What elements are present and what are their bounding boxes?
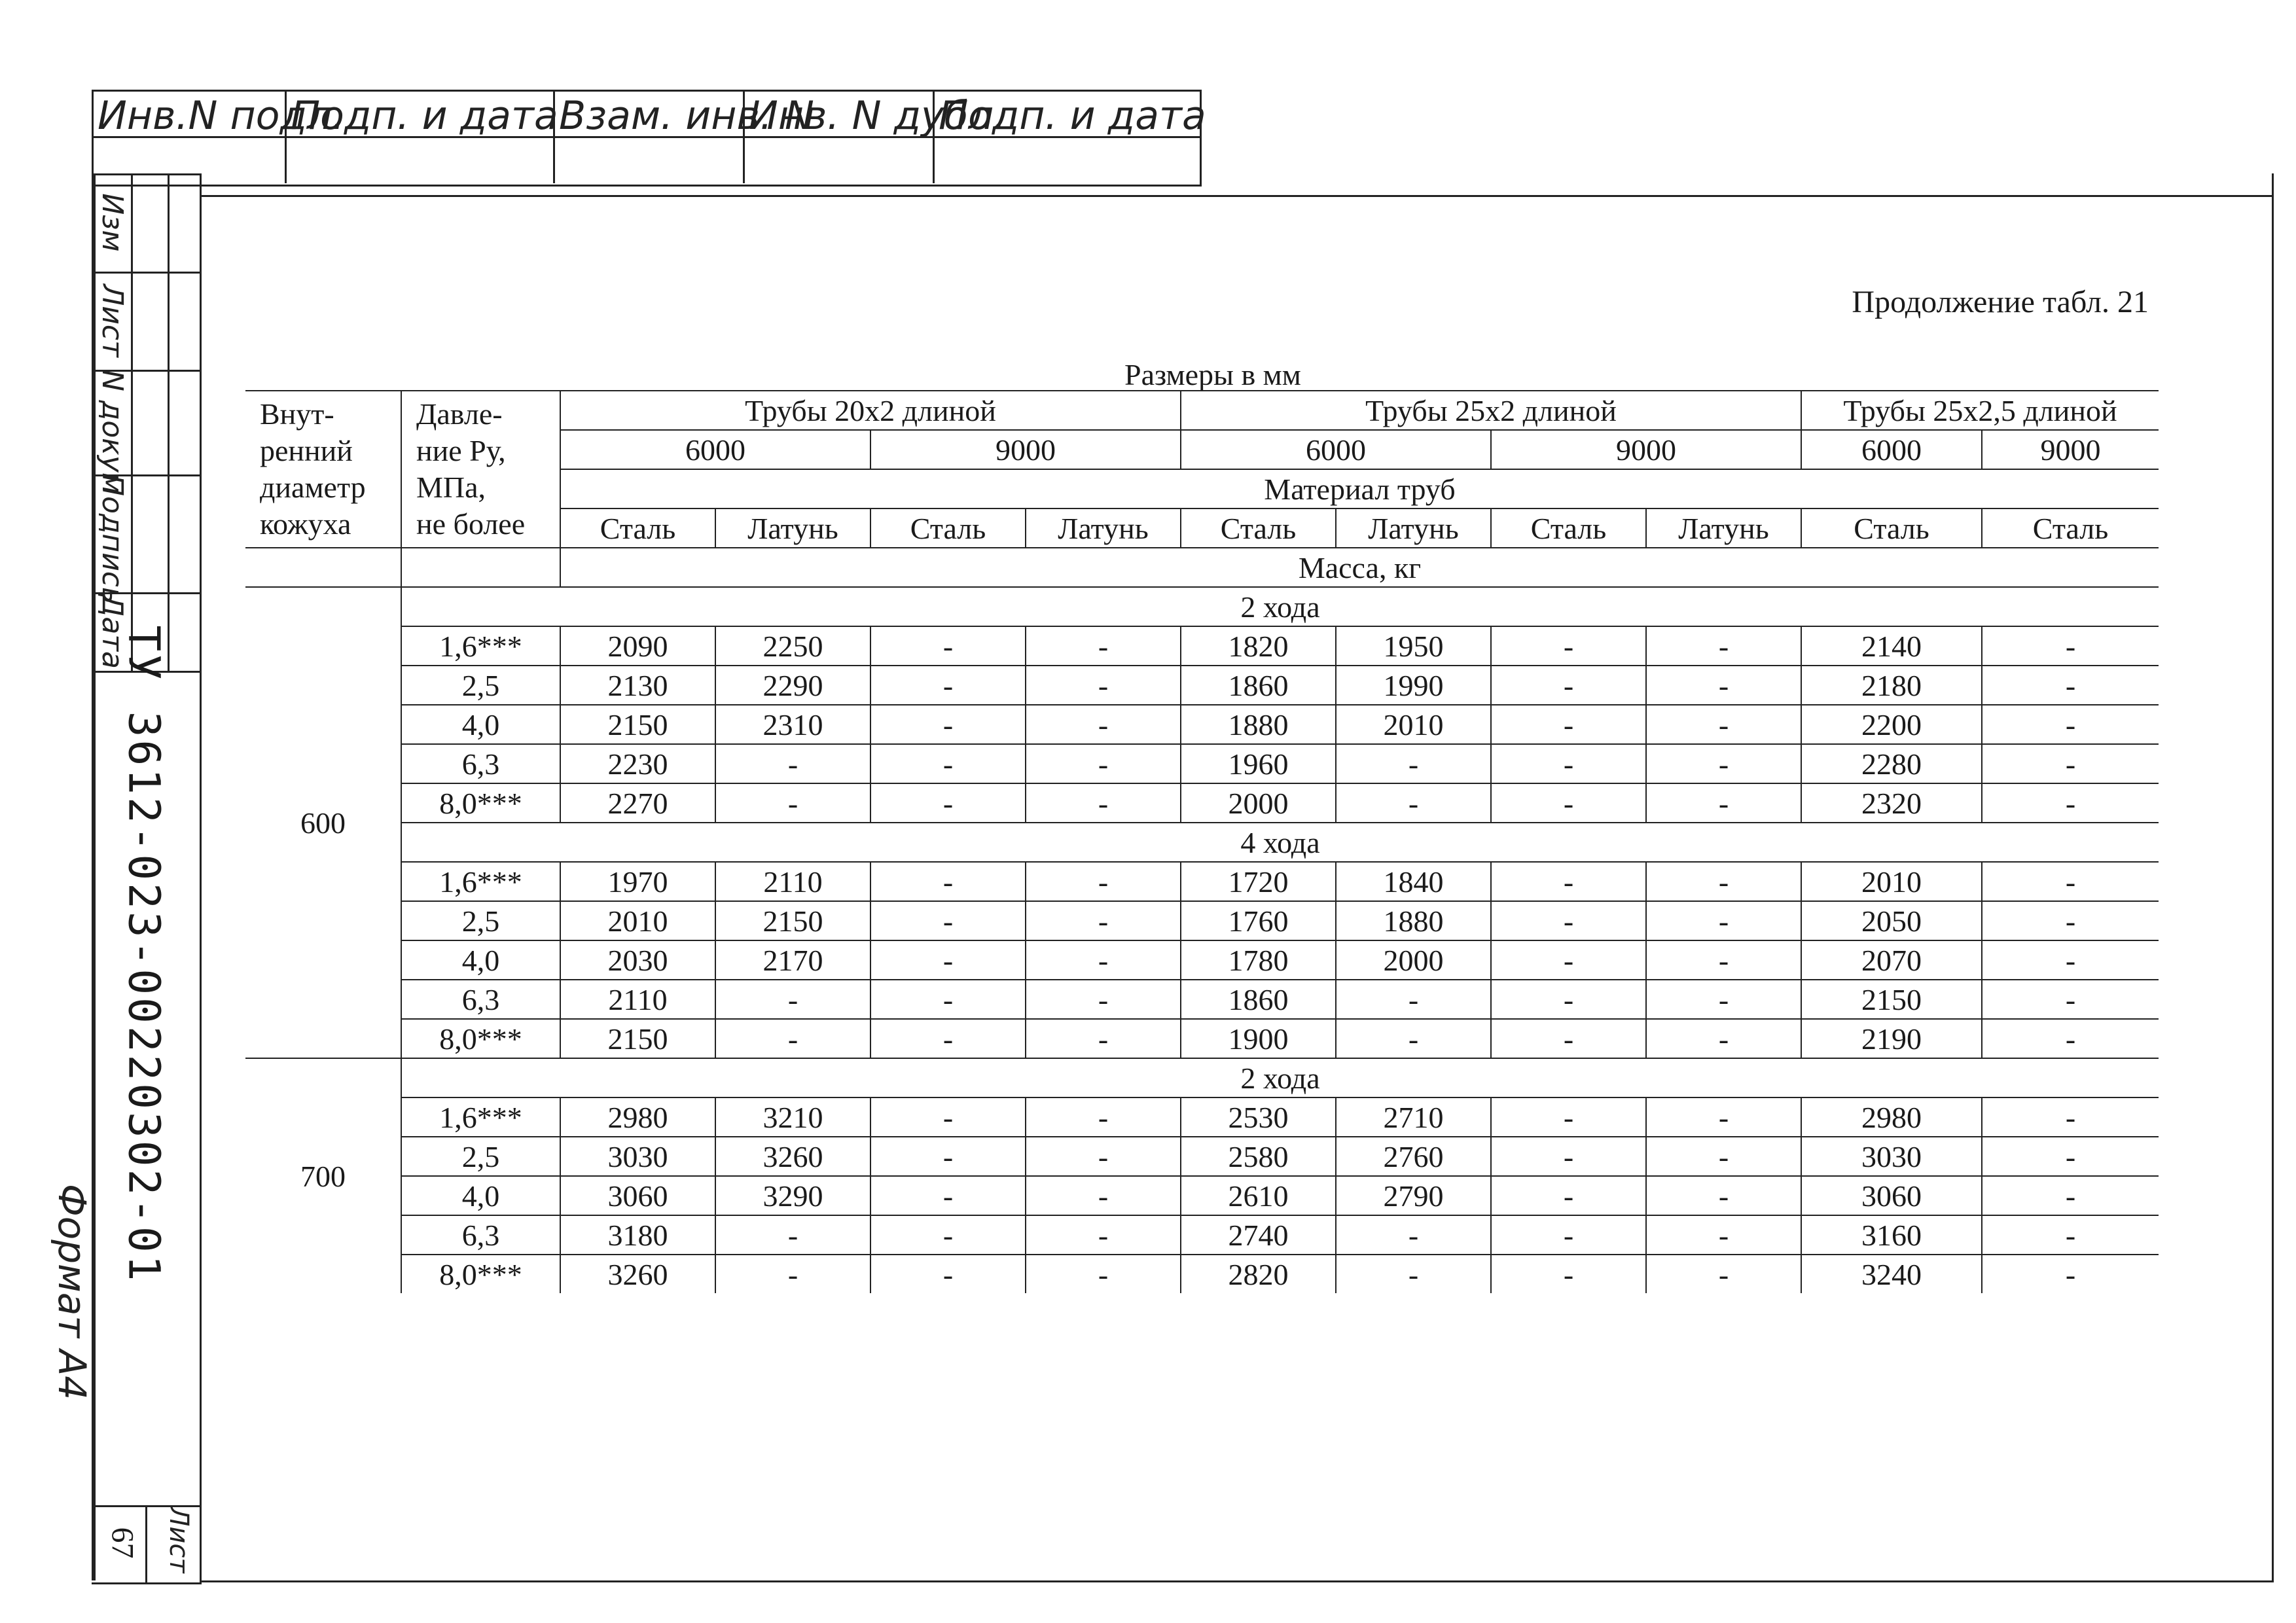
mass-value: - xyxy=(1982,940,2159,980)
mass-value: - xyxy=(1646,980,1801,1019)
table-row xyxy=(245,940,2159,980)
mass-value: - xyxy=(1026,1019,1181,1058)
header-material: Сталь xyxy=(1491,508,1646,548)
block-title: 4 хода xyxy=(401,823,2159,862)
header-material: Сталь xyxy=(560,508,715,548)
mass-value: 1990 xyxy=(1336,666,1491,705)
header-pressure-line: МПа, xyxy=(416,471,486,504)
mass-value: - xyxy=(870,783,1026,823)
header-length: 9000 xyxy=(870,430,1181,469)
sheet-box-divider xyxy=(145,1505,147,1582)
mass-value: 2110 xyxy=(715,862,870,901)
header-length: 6000 xyxy=(560,430,870,469)
mass-value: - xyxy=(1491,1019,1646,1058)
header-row-mass xyxy=(245,548,2159,587)
mass-value: - xyxy=(1982,901,2159,940)
stamp-top-cell xyxy=(287,92,558,183)
mass-value: - xyxy=(870,744,1026,783)
mass-value: 2790 xyxy=(1336,1176,1491,1215)
header-blank-pressure xyxy=(401,548,560,587)
mass-value: 2290 xyxy=(715,666,870,705)
pressure-value: 8,0*** xyxy=(401,1255,560,1293)
mass-value: - xyxy=(1491,1215,1646,1255)
mass-value: - xyxy=(1982,783,2159,823)
mass-value: - xyxy=(1646,1137,1801,1176)
mass-value: - xyxy=(1646,862,1801,901)
mass-value: - xyxy=(1646,1215,1801,1255)
header-length: 9000 xyxy=(1491,430,1801,469)
mass-value: - xyxy=(1982,1137,2159,1176)
units-label: Размеры в мм xyxy=(1124,358,1301,391)
mass-value: - xyxy=(715,1255,870,1293)
mass-value: 2280 xyxy=(1801,744,1982,783)
table-row xyxy=(245,862,2159,901)
mass-value: 2070 xyxy=(1801,940,1982,980)
table-row xyxy=(245,1255,2159,1293)
header-material: Сталь xyxy=(1982,508,2159,548)
header-inner-diameter-line: Внут- xyxy=(260,397,334,431)
mass-value: - xyxy=(1646,783,1801,823)
pressure-value: 4,0 xyxy=(401,705,560,744)
stamp-top-label: Подп. и дата xyxy=(939,93,1206,139)
mass-value: - xyxy=(1982,666,2159,705)
table-row xyxy=(245,1137,2159,1176)
block-title-row xyxy=(245,823,2159,862)
mass-value: 3180 xyxy=(560,1215,715,1255)
mass-value: - xyxy=(1646,626,1801,666)
mass-value: - xyxy=(715,1215,870,1255)
mass-table xyxy=(245,390,2159,1293)
stamp-left-label: N докум xyxy=(96,370,129,495)
header-length: 6000 xyxy=(1181,430,1491,469)
stamp-left-label: Лист xyxy=(96,284,129,357)
header-material: Сталь xyxy=(1181,508,1336,548)
table-row xyxy=(245,1097,2159,1137)
mass-value: - xyxy=(1982,705,2159,744)
mass-value: - xyxy=(1336,783,1491,823)
mass-value: - xyxy=(715,744,870,783)
table-row xyxy=(245,744,2159,783)
mass-value: 1780 xyxy=(1181,940,1336,980)
mass-value: 1860 xyxy=(1181,980,1336,1019)
mass-value: - xyxy=(870,705,1026,744)
pressure-value: 4,0 xyxy=(401,940,560,980)
pressure-value: 2,5 xyxy=(401,901,560,940)
mass-value: 2050 xyxy=(1801,901,1982,940)
header-group-25x2-5: Трубы 25х2,5 длиной xyxy=(1801,391,2159,430)
pressure-value: 1,6*** xyxy=(401,626,560,666)
mass-value: 3030 xyxy=(1801,1137,1982,1176)
top-stamp-block xyxy=(92,90,1206,187)
mass-value: 2010 xyxy=(1801,862,1982,901)
stamp-left-label: Дата xyxy=(96,594,129,669)
mass-value: - xyxy=(1336,980,1491,1019)
mass-value: 2030 xyxy=(560,940,715,980)
mass-value: - xyxy=(1336,744,1491,783)
table-caption: Продолжение табл. 21 xyxy=(1852,285,2149,319)
mass-value: - xyxy=(1982,1255,2159,1293)
header-material: Латунь xyxy=(715,508,870,548)
stamp-top-label: Подп. и дата xyxy=(291,93,558,139)
mass-value: - xyxy=(1646,1176,1801,1215)
mass-value: - xyxy=(1982,862,2159,901)
mass-value: - xyxy=(1491,1097,1646,1137)
mass-value: - xyxy=(1646,940,1801,980)
diameter-value: 600 xyxy=(245,587,401,1058)
mass-value: - xyxy=(715,1019,870,1058)
table-row xyxy=(245,705,2159,744)
mass-value: - xyxy=(870,1097,1026,1137)
header-material: Латунь xyxy=(1646,508,1801,548)
mass-value: 1840 xyxy=(1336,862,1491,901)
mass-value: - xyxy=(870,862,1026,901)
mass-value: - xyxy=(1491,940,1646,980)
mass-value: 2150 xyxy=(1801,980,1982,1019)
mass-value: - xyxy=(1982,1097,2159,1137)
mass-value: 2130 xyxy=(560,666,715,705)
stamp-top-label: Инв. N дубл. xyxy=(749,93,1006,139)
mass-value: - xyxy=(870,1019,1026,1058)
stamp-top-label: Взам. инв. N xyxy=(559,93,814,139)
mass-value: 3060 xyxy=(560,1176,715,1215)
pressure-value: 2,5 xyxy=(401,1137,560,1176)
pressure-value: 6,3 xyxy=(401,1215,560,1255)
mass-value: 1760 xyxy=(1181,901,1336,940)
mass-value: - xyxy=(870,666,1026,705)
mass-value: - xyxy=(1336,1255,1491,1293)
mass-value: - xyxy=(1026,744,1181,783)
mass-value: 3060 xyxy=(1801,1176,1982,1215)
table-row xyxy=(245,980,2159,1019)
mass-value: 2320 xyxy=(1801,783,1982,823)
mass-value: - xyxy=(1491,980,1646,1019)
pressure-value: 8,0*** xyxy=(401,783,560,823)
mass-value: 1820 xyxy=(1181,626,1336,666)
header-pressure-line: ние Ру, xyxy=(416,434,506,467)
mass-value: - xyxy=(1646,744,1801,783)
mass-value: - xyxy=(1982,626,2159,666)
header-inner-diameter-line: ренний xyxy=(260,434,353,467)
mass-value: - xyxy=(870,940,1026,980)
mass-value: 3160 xyxy=(1801,1215,1982,1255)
stamp-top-cell xyxy=(935,92,1206,183)
mass-value: 1720 xyxy=(1181,862,1336,901)
pressure-value: 1,6*** xyxy=(401,1097,560,1137)
mass-value: - xyxy=(1646,1255,1801,1293)
mass-value: - xyxy=(1026,1255,1181,1293)
mass-value: - xyxy=(1026,1097,1181,1137)
mass-value: 1970 xyxy=(560,862,715,901)
stamp-top-label: Инв.N подл. xyxy=(98,93,345,139)
mass-value: 2150 xyxy=(715,901,870,940)
header-material-title: Материал труб xyxy=(560,469,2159,508)
mass-value: 1860 xyxy=(1181,666,1336,705)
mass-value: 2090 xyxy=(560,626,715,666)
mass-value: 2230 xyxy=(560,744,715,783)
block-title: 2 хода xyxy=(401,1058,2159,1097)
header-inner-diameter-line: диаметр xyxy=(260,471,366,504)
table-row xyxy=(245,626,2159,666)
mass-value: 2710 xyxy=(1336,1097,1491,1137)
mass-value: 2190 xyxy=(1801,1019,1982,1058)
header-inner-diameter xyxy=(245,391,401,548)
mass-value: - xyxy=(1491,1255,1646,1293)
mass-value: - xyxy=(1646,1097,1801,1137)
table-row xyxy=(245,666,2159,705)
mass-value: 2980 xyxy=(560,1097,715,1137)
header-length: 9000 xyxy=(1982,430,2159,469)
mass-value: - xyxy=(1646,1019,1801,1058)
pressure-value: 6,3 xyxy=(401,744,560,783)
mass-value: 1960 xyxy=(1181,744,1336,783)
frame-top-line xyxy=(200,195,2272,197)
mass-value: 3210 xyxy=(715,1097,870,1137)
mass-value: - xyxy=(1491,901,1646,940)
mass-value: - xyxy=(1491,862,1646,901)
sheet-label: Лист xyxy=(164,1507,194,1573)
mass-value: 2310 xyxy=(715,705,870,744)
mass-value: - xyxy=(1026,705,1181,744)
mass-value: 2150 xyxy=(560,1019,715,1058)
mass-value: - xyxy=(1026,1215,1181,1255)
stamp-top-cell xyxy=(745,92,1006,183)
header-material: Латунь xyxy=(1336,508,1491,548)
mass-value: - xyxy=(1982,744,2159,783)
diameter-value: 700 xyxy=(245,1058,401,1293)
mass-value: 1950 xyxy=(1336,626,1491,666)
mass-value: 3260 xyxy=(715,1137,870,1176)
header-pressure-line: Давле- xyxy=(416,397,503,431)
mass-value: - xyxy=(1026,980,1181,1019)
mass-value: - xyxy=(1026,901,1181,940)
mass-value: - xyxy=(1646,666,1801,705)
mass-value: 2530 xyxy=(1181,1097,1336,1137)
pressure-value: 4,0 xyxy=(401,1176,560,1215)
pressure-value: 1,6*** xyxy=(401,862,560,901)
mass-value: 1900 xyxy=(1181,1019,1336,1058)
format-label: Формат А4 xyxy=(50,1183,94,1400)
mass-value: - xyxy=(715,980,870,1019)
mass-value: 1880 xyxy=(1181,705,1336,744)
mass-value: 2140 xyxy=(1801,626,1982,666)
mass-value: 2980 xyxy=(1801,1097,1982,1137)
header-group-25x2: Трубы 25х2 длиной xyxy=(1181,391,1801,430)
sheet-number: 67 xyxy=(105,1527,140,1559)
table-row xyxy=(245,1019,2159,1058)
mass-value: - xyxy=(1491,1176,1646,1215)
mass-value: - xyxy=(870,1176,1026,1215)
mass-value: - xyxy=(1982,980,2159,1019)
pressure-value: 8,0*** xyxy=(401,1019,560,1058)
mass-value: - xyxy=(1491,626,1646,666)
mass-value: 2170 xyxy=(715,940,870,980)
mass-value: - xyxy=(1646,901,1801,940)
header-material: Сталь xyxy=(1801,508,1982,548)
mass-value: - xyxy=(870,980,1026,1019)
mass-value: - xyxy=(1026,1176,1181,1215)
mass-value: 2580 xyxy=(1181,1137,1336,1176)
header-inner-diameter-line: кожуха xyxy=(260,507,351,541)
mass-value: - xyxy=(870,1137,1026,1176)
mass-value: 2150 xyxy=(560,705,715,744)
header-row-groups xyxy=(245,391,2159,430)
mass-value: - xyxy=(1982,1176,2159,1215)
mass-value: - xyxy=(1026,666,1181,705)
block-title-row xyxy=(245,1058,2159,1097)
mass-value: - xyxy=(1491,666,1646,705)
stamp-top-cell xyxy=(94,92,345,183)
mass-value: - xyxy=(870,626,1026,666)
mass-value: 2200 xyxy=(1801,705,1982,744)
header-material: Сталь xyxy=(870,508,1026,548)
pressure-value: 2,5 xyxy=(401,666,560,705)
mass-value: - xyxy=(1491,744,1646,783)
mass-value: 2250 xyxy=(715,626,870,666)
mass-value: - xyxy=(715,783,870,823)
pressure-value: 6,3 xyxy=(401,980,560,1019)
stamp-top-cell xyxy=(555,92,814,183)
mass-value: - xyxy=(1491,1137,1646,1176)
document-code: ТУ 3612-023-00220302-01 xyxy=(118,625,170,1284)
mass-value: - xyxy=(1026,1137,1181,1176)
mass-value: 2000 xyxy=(1336,940,1491,980)
mass-value: - xyxy=(870,901,1026,940)
header-pressure xyxy=(401,391,560,548)
mass-value: - xyxy=(1336,1215,1491,1255)
table-row xyxy=(245,1176,2159,1215)
header-mass-title: Масса, кг xyxy=(560,548,2159,587)
block-title: 2 хода xyxy=(401,587,2159,626)
mass-value: 1880 xyxy=(1336,901,1491,940)
mass-value: - xyxy=(1491,783,1646,823)
mass-value: - xyxy=(1026,940,1181,980)
mass-value: - xyxy=(1026,783,1181,823)
mass-value: - xyxy=(1026,626,1181,666)
mass-value: - xyxy=(1982,1019,2159,1058)
table-row xyxy=(245,901,2159,940)
mass-value: 2180 xyxy=(1801,666,1982,705)
mass-value: 3260 xyxy=(560,1255,715,1293)
mass-value: 3290 xyxy=(715,1176,870,1215)
mass-value: 2010 xyxy=(1336,705,1491,744)
mass-value: 2010 xyxy=(560,901,715,940)
mass-value: - xyxy=(870,1255,1026,1293)
mass-value: 2820 xyxy=(1181,1255,1336,1293)
mass-value: 3030 xyxy=(560,1137,715,1176)
mass-value: 2110 xyxy=(560,980,715,1019)
mass-value: - xyxy=(1491,705,1646,744)
mass-value: - xyxy=(1646,705,1801,744)
mass-value: - xyxy=(1982,1215,2159,1255)
mass-value: 2270 xyxy=(560,783,715,823)
stamp-left-label: Подпись xyxy=(96,474,129,604)
stamp-left-label: Изм xyxy=(96,193,129,252)
header-pressure-line: не более xyxy=(416,507,526,541)
table-row xyxy=(245,1215,2159,1255)
mass-value: 3240 xyxy=(1801,1255,1982,1293)
header-length: 6000 xyxy=(1801,430,1982,469)
header-blank-diameter xyxy=(245,548,401,587)
header-material: Латунь xyxy=(1026,508,1181,548)
mass-value: 2000 xyxy=(1181,783,1336,823)
mass-value: - xyxy=(1336,1019,1491,1058)
table-row xyxy=(245,783,2159,823)
header-group-20x2: Трубы 20х2 длиной xyxy=(560,391,1181,430)
block-title-row xyxy=(245,587,2159,626)
mass-value: - xyxy=(870,1215,1026,1255)
mass-value: - xyxy=(1026,862,1181,901)
mass-value: 2760 xyxy=(1336,1137,1491,1176)
mass-value: 2740 xyxy=(1181,1215,1336,1255)
mass-value: 2610 xyxy=(1181,1176,1336,1215)
